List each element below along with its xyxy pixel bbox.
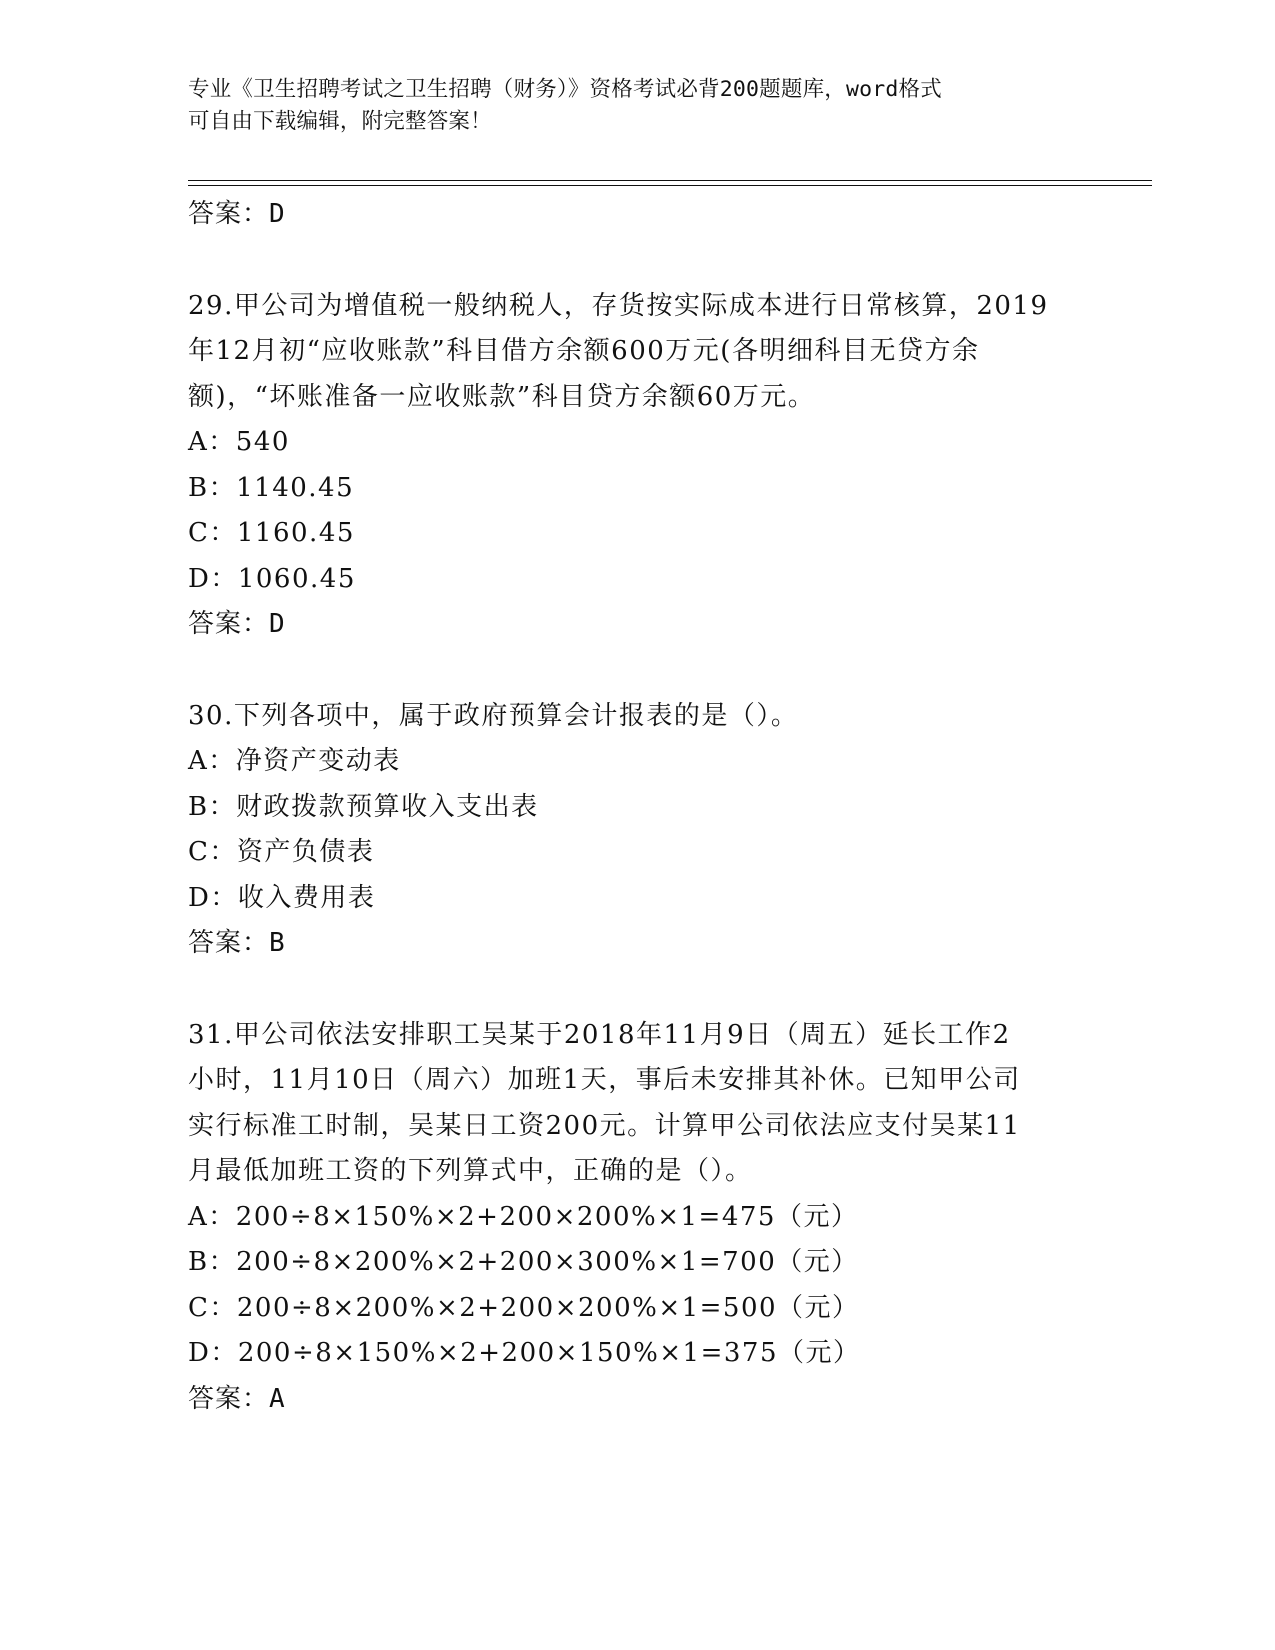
question-gap [188,238,1088,284]
document-header [188,74,1068,138]
option-a: A：200÷8×150%×2+200×200%×1=475（元） [188,1201,859,1232]
option-a: A：净资产变动表 [188,746,401,776]
question-30 [188,694,1088,967]
question-gap [188,648,1088,694]
header-line-2: 可自由下载编辑，附完整答案！ [188,109,492,134]
question-stem-line: 30.下列各项中，属于政府预算会计报表的是（）。 [188,700,799,731]
question-stem-line: 31.甲公司依法安排职工吴某于2018年11月9日（周五）延长工作2 [188,1019,1011,1050]
option-b: B：200÷8×200%×2+200×300%×1=700（元） [188,1247,859,1277]
option-d: D：200÷8×150%×2+200×150%×1=375（元） [188,1338,861,1368]
header-divider [188,180,1152,181]
header-divider-thin [188,185,1152,186]
answer-line: 答案：A [188,1383,286,1414]
question-31 [188,1013,1088,1423]
answer-line: 答案：D [188,609,286,639]
option-c: C：1160.45 [188,518,355,548]
option-c: C：资产负债表 [188,837,375,867]
question-stem-line: 月最低加班工资的下列算式中，正确的是（）。 [188,1156,753,1186]
option-b: B：财政拨款预算收入支出表 [188,791,539,822]
question-stem-line: 年12月初“应收账款”科目借方余额600万元(各明细科目无贷方余 [188,336,980,366]
question-list [188,192,1088,1422]
question-stem-line: 小时，11月10日（周六）加班1天，事后未安排其补休。已知甲公司 [188,1065,1021,1095]
question-stem-line: 29.甲公司为增值税一般纳税人，存货按实际成本进行日常核算，2019 [188,290,1049,321]
option-d: D：1060.45 [188,563,356,594]
answer-line: 答案：B [188,928,286,958]
option-c: C：200÷8×200%×2+200×200%×1=500（元） [188,1292,860,1323]
question-stem-line: 额)，“坏账准备一应收账款”科目贷方余额60万元。 [188,381,816,412]
option-a: A：540 [188,427,290,457]
option-b: B：1140.45 [188,472,355,503]
question-29 [188,284,1088,648]
answer-line: 答案：D [188,199,286,229]
question-stem-line: 实行标准工时制，吴某日工资200元。计算甲公司依法应支付吴某11 [188,1110,1021,1141]
question-gap [188,967,1088,1013]
header-line-1: 专业《卫生招聘考试之卫生招聘（财务）》资格考试必背200题题库，word格式 [188,77,942,102]
option-d: D：收入费用表 [188,882,376,913]
